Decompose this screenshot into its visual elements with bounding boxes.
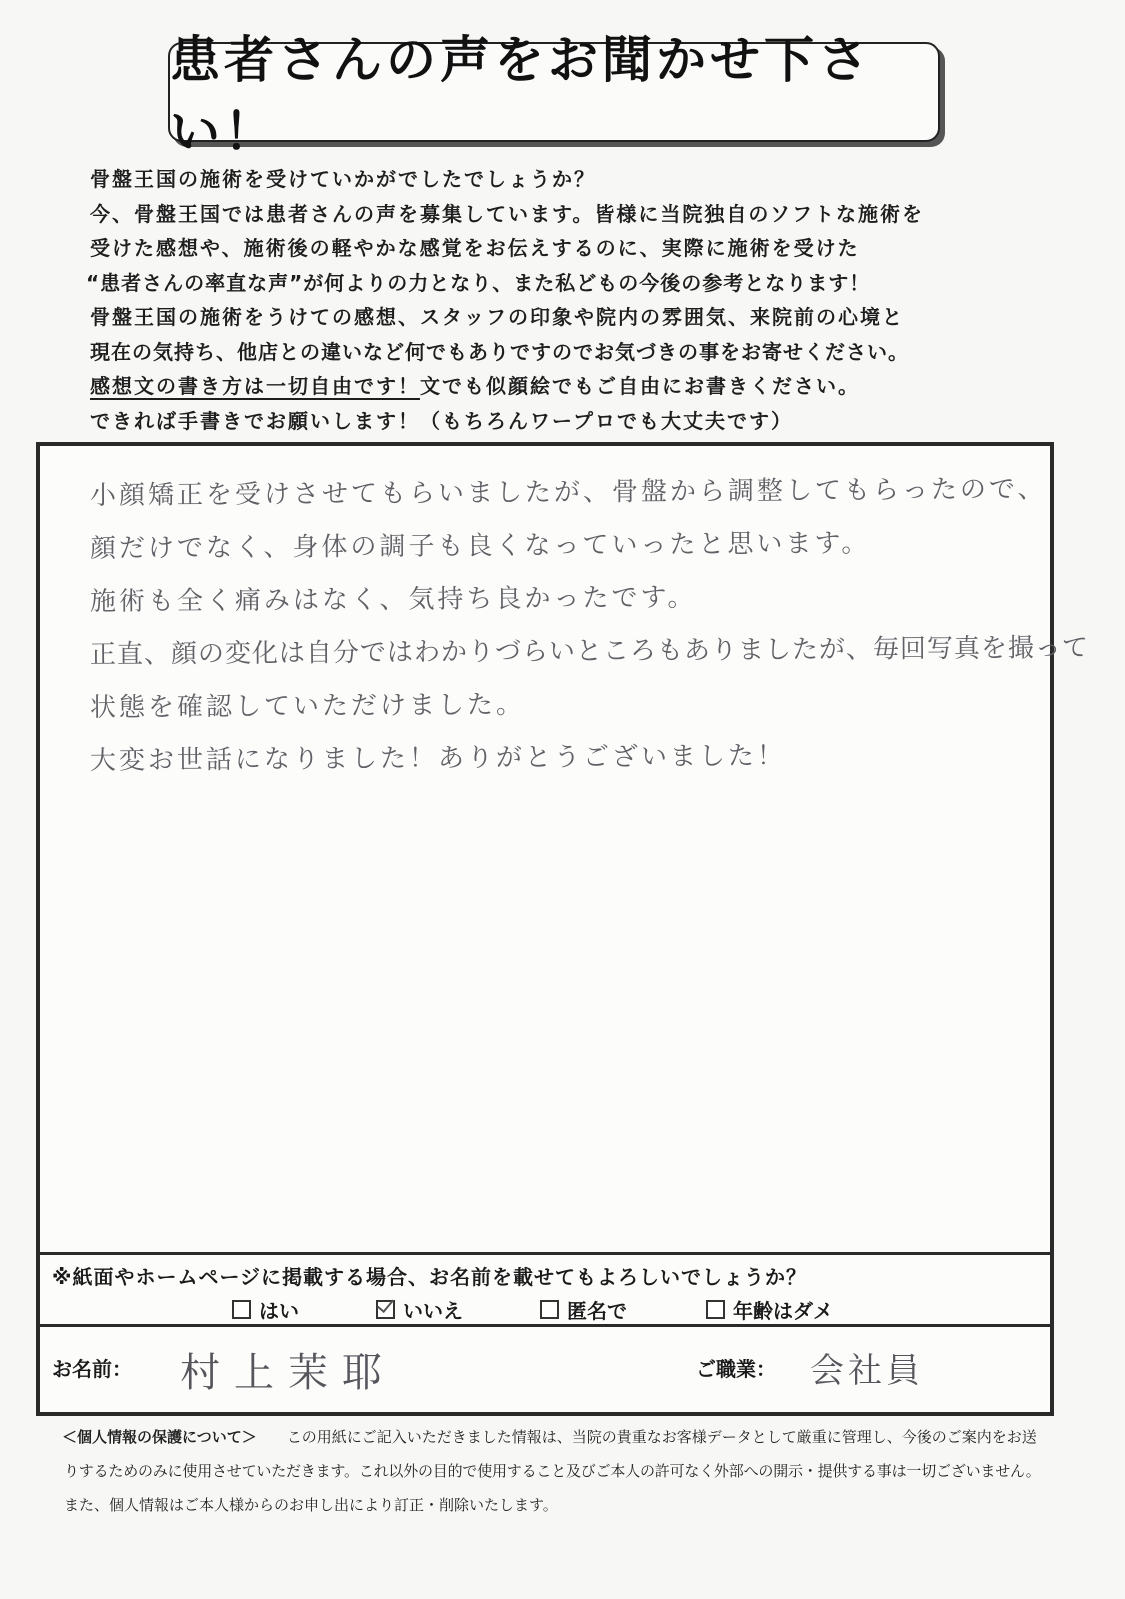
consent-section <box>40 1252 1050 1327</box>
comment-box <box>36 442 1090 1416</box>
option-anonymous[interactable] <box>540 1295 627 1324</box>
intro-line: 骨盤王国の施術をうけての感想、スタッフの印象や院内の雰囲気、来院前の心境と <box>90 305 904 329</box>
intro-line7-rest: 文でも似顔絵でもご自由にお書きください。 <box>420 374 860 398</box>
comment-line: 正直、顔の変化は自分ではわかりづらいところもありましたが、毎回写真を撮って <box>89 633 1090 670</box>
handwritten-comment <box>89 470 1090 788</box>
intro-line: 受けた感想や、施術後の軽やかな感覚をお伝えするのに、実際に施術を受けた <box>90 236 860 260</box>
option-label: 匿名で <box>567 1299 627 1323</box>
checkbox-no[interactable] <box>376 1300 395 1319</box>
comment-line: 顔だけでなく、身体の調子も良くなっていったと思います。 <box>89 528 871 564</box>
option-label: 年齢はダメ <box>733 1299 833 1323</box>
title-box <box>168 31 940 161</box>
option-yes[interactable] <box>232 1295 299 1324</box>
privacy-footer <box>62 1420 1062 1522</box>
intro-text <box>86 162 1050 438</box>
checkbox-anonymous[interactable] <box>540 1300 559 1319</box>
footer-line: また、個人情報はご本人様からのお申し出により訂正・削除いたします。 <box>64 1496 558 1514</box>
checkbox-no-age[interactable] <box>706 1300 725 1319</box>
name-value: 村上茉耶 <box>180 1350 396 1396</box>
name-row <box>40 1324 1050 1415</box>
job-label: ご職業： <box>696 1357 776 1381</box>
privacy-heading: ＜個人情報の保護について＞ <box>62 1428 257 1446</box>
consent-question: ※紙面やホームページに掲載する場合、お名前を載せてもよろしいでしょうか？ <box>52 1265 808 1289</box>
intro-line <box>90 369 1050 404</box>
intro-line: 骨盤王国の施術を受けていかがでしたでしょうか？ <box>90 167 596 191</box>
footer-line: りするためのみに使用させていただきます。これ以外の目的で使用すること及びご本人の許可なく外部への開示・提供する事は一切ございません。 <box>64 1462 1041 1480</box>
footer-line1: この用紙にご記入いただきました情報は、当院の貴重なお客様データとして厳重に管理し、今後のご案内をお送 <box>286 1428 1037 1446</box>
name-label: お名前： <box>52 1357 132 1381</box>
page-title: 患者さんの声をお聞かせ下さい！ <box>170 31 872 161</box>
intro-line: 現在の気持ち、他店との違いなど何でもありですのでお気づきの事をお寄せください。 <box>90 339 909 364</box>
option-no-age[interactable] <box>706 1295 833 1324</box>
intro-line: 今、骨盤王国では患者さんの声を募集しています。皆様に当院独自のソフトな施術を <box>90 201 924 226</box>
option-label: はい <box>259 1299 299 1323</box>
footer-line <box>62 1420 1062 1454</box>
intro-line: “患者さんの率直な声”が何よりの力となり、また私どもの今後の参考となります！ <box>86 270 871 295</box>
intro-underlined: 感想文の書き方は一切自由です！ <box>90 374 420 398</box>
comment-line: 大変お世話になりました！ありがとうございました！ <box>89 741 787 776</box>
option-label: いいえ <box>403 1299 463 1323</box>
job-value: 会社員 <box>810 1351 924 1391</box>
intro-line: できれば手書きでお願いします！（もちろんワープロでも大丈夫です） <box>90 408 793 433</box>
comment-line: 施術も全く痛みはなく、気持ち良かったです。 <box>89 582 697 617</box>
option-no[interactable] <box>376 1295 463 1324</box>
checkbox-yes[interactable] <box>232 1300 251 1319</box>
comment-line: 小顔矯正を受けさせてもらいましたが、骨盤から調整してもらったので、 <box>89 474 1047 511</box>
comment-line: 状態を確認していただけました。 <box>89 689 526 723</box>
